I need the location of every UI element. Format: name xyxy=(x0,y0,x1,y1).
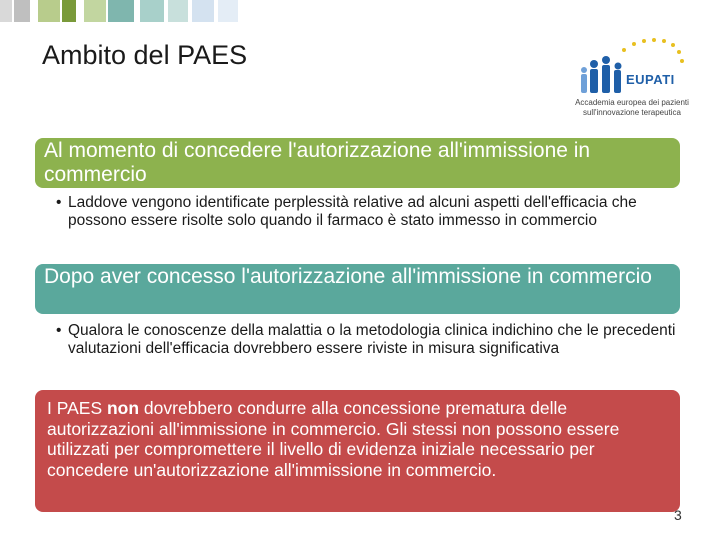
slide-title: Ambito del PAES xyxy=(42,40,248,70)
section2-heading-band xyxy=(35,264,680,314)
decorative-top-bar xyxy=(0,0,720,22)
important-note-box xyxy=(35,390,680,512)
logo-caption: Accademia europea dei pazienti sull'innovazione terapeutica xyxy=(575,98,689,117)
section1-bullet-text: Laddove vengono identificate perplessità relative ad alcuni aspetti dell'efficacia che possono essere risolte solo quando il farmaco è stato immesso in commercio xyxy=(68,194,637,229)
note-prefix: I PAES xyxy=(47,398,107,418)
note-text: dovrebbero condurre alla concessione prematura delle autorizzazioni all'immissione in commercio. Gli stessi non possono essere utilizzati per compromettere il livello di evidenza iniziale necessario per concedere un'autorizzazione all'immissione in commercio. xyxy=(47,398,620,480)
page-number: 3 xyxy=(674,507,682,523)
bullet-dot: • xyxy=(56,194,62,211)
logo-wordmark: EUPATI xyxy=(626,72,675,87)
section1-heading-band xyxy=(35,138,680,188)
note-emphasis: non xyxy=(106,398,140,418)
bullet-dot: • xyxy=(56,322,62,339)
section2-bullet-text: Qualora le conoscenze della malattia o la metodologia clinica indichino che le precedenti valutazioni dell'efficacia dovrebbero essere riviste in misura significativa xyxy=(68,322,676,357)
section1-heading: Al momento di concedere l'autorizzazione all'immissione in commercio xyxy=(44,139,591,186)
section2-heading: Dopo aver concesso l'autorizzazione all'immissione in commercio xyxy=(44,265,652,288)
